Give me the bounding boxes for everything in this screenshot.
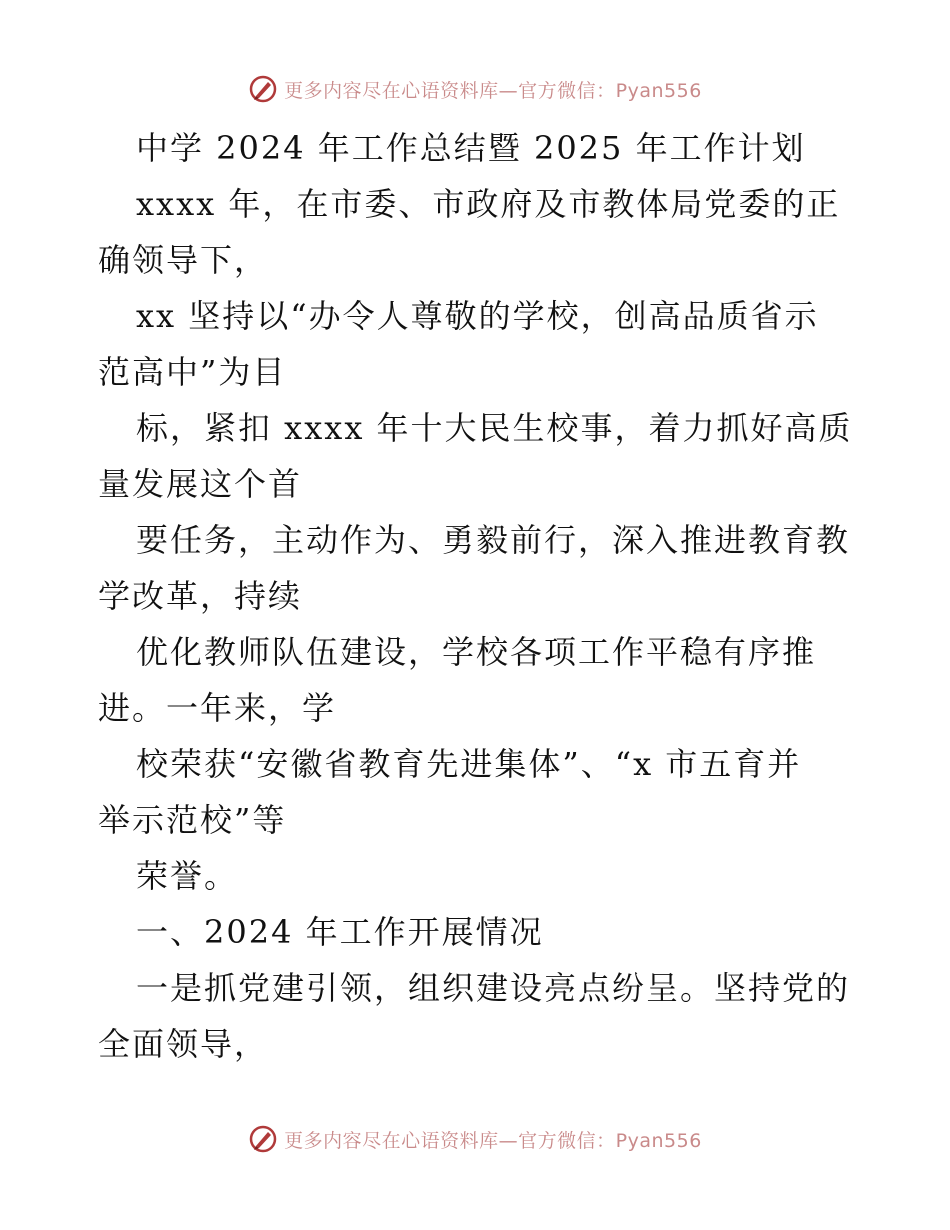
text-line: 全面领导， — [98, 1025, 269, 1063]
text-line: 量发展这个首 — [98, 465, 303, 503]
text-line: 校荣获“安徽省教育先进集体”、“x 市五育并 — [136, 745, 802, 783]
text-line: 一、2024 年工作开展情况 — [136, 913, 544, 951]
text-line: 要任务，主动作为、勇毅前行，深入推进教育教 — [136, 521, 851, 559]
text-line: 进。一年来，学 — [98, 689, 337, 727]
header-watermark-text: 更多内容尽在心语资料库—官方微信：Pyan556 — [284, 79, 702, 102]
text-line: 标，紧扣 xxxx 年十大民生校事，着力抓好高质 — [136, 409, 853, 447]
document-body — [98, 120, 858, 1072]
footer-watermark — [0, 1124, 950, 1154]
text-line: 确领导下， — [98, 241, 269, 279]
text-line: 举示范校”等 — [98, 801, 287, 839]
text-line: 范高中”为目 — [98, 353, 287, 391]
text-line: 中学 2024 年工作总结暨 2025 年工作计划 — [136, 129, 806, 167]
header-watermark — [0, 74, 950, 104]
text-line: 荣誉。 — [136, 857, 239, 895]
footer-watermark-text: 更多内容尽在心语资料库—官方微信：Pyan556 — [284, 1129, 702, 1152]
text-line: 优化教师队伍建设，学校各项工作平稳有序推 — [136, 633, 817, 671]
text-line: xxxx 年，在市委、市政府及市教体局党委的正 — [136, 185, 841, 223]
quill-logo-icon — [248, 1124, 278, 1154]
text-line: 学改革，持续 — [98, 577, 303, 615]
text-line: 一是抓党建引领，组织建设亮点纷呈。坚持党的 — [136, 969, 851, 1007]
text-line: xx 坚持以“办令人尊敬的学校，创高品质省示 — [136, 297, 819, 335]
quill-logo-icon — [248, 74, 278, 104]
